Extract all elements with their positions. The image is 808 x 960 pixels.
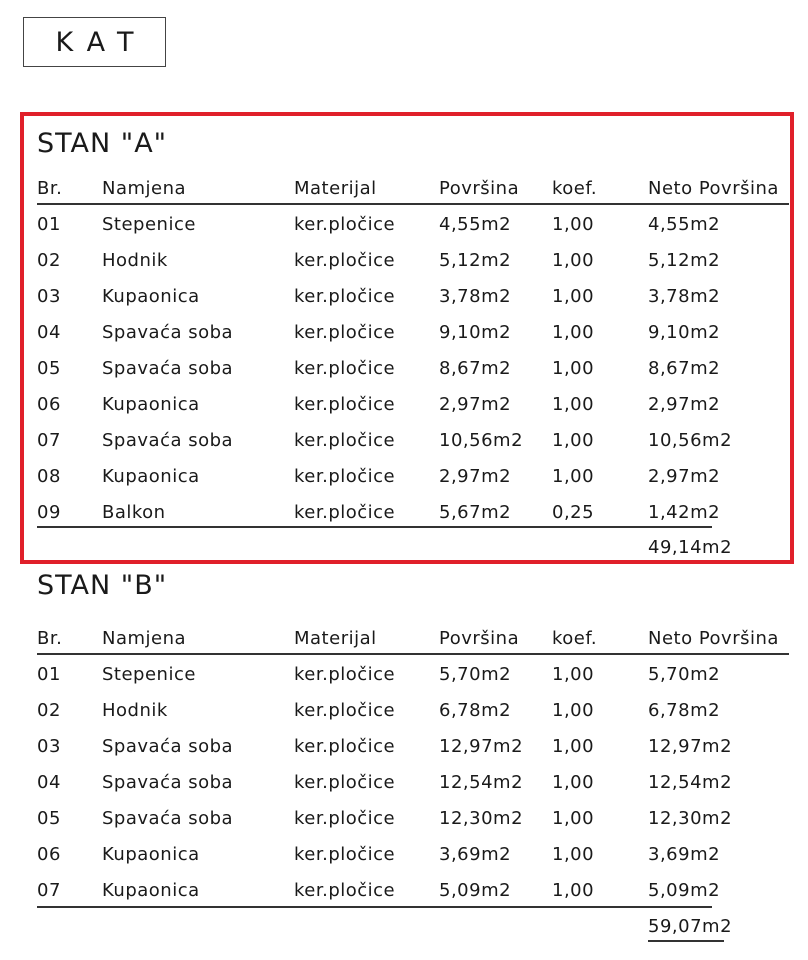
cell-namjena: Kupaonica <box>102 844 200 865</box>
table-row <box>0 358 808 394</box>
stan-a-table-bottom-line <box>37 526 712 528</box>
table-row <box>0 502 808 538</box>
col-br-header: Br. <box>37 628 63 649</box>
col-namjena-header: Namjena <box>102 178 187 199</box>
cell-povrsina: 5,67m2 <box>439 502 512 523</box>
cell-br: 07 <box>37 430 61 451</box>
col-materijal-header: Materijal <box>294 628 377 649</box>
cell-br: 05 <box>37 358 61 379</box>
cell-materijal: ker.pločice <box>294 250 396 271</box>
cell-neto: 2,97m2 <box>648 394 721 415</box>
cell-koef: 1,00 <box>552 250 595 271</box>
cell-koef: 1,00 <box>552 322 595 343</box>
cell-namjena: Spavaća soba <box>102 358 234 379</box>
col-koef-header: koef. <box>552 628 598 649</box>
cell-namjena: Stepenice <box>102 664 196 685</box>
cell-neto: 2,97m2 <box>648 466 721 487</box>
cell-neto: 8,67m2 <box>648 358 721 379</box>
cell-materijal: ker.pločice <box>294 880 396 901</box>
cell-neto: 12,97m2 <box>648 736 733 757</box>
cell-materijal: ker.pločice <box>294 664 396 685</box>
cell-neto: 12,30m2 <box>648 808 733 829</box>
cell-koef: 1,00 <box>552 214 595 235</box>
cell-neto: 1,42m2 <box>648 502 721 523</box>
cell-materijal: ker.pločice <box>294 466 396 487</box>
cell-koef: 1,00 <box>552 394 595 415</box>
cell-koef: 1,00 <box>552 880 595 901</box>
cell-povrsina: 10,56m2 <box>439 430 524 451</box>
cell-namjena: Spavaća soba <box>102 736 234 757</box>
stan-a-total: 49,14m2 <box>648 537 733 558</box>
cell-namjena: Hodnik <box>102 700 168 721</box>
table-row <box>0 772 808 808</box>
cell-br: 03 <box>37 736 61 757</box>
table-row <box>0 664 808 700</box>
cell-namjena: Hodnik <box>102 250 168 271</box>
cell-koef: 1,00 <box>552 664 595 685</box>
cell-materijal: ker.pločice <box>294 844 396 865</box>
cell-br: 02 <box>37 700 61 721</box>
table-row <box>0 394 808 430</box>
stan-b-total: 59,07m2 <box>648 916 733 937</box>
cell-koef: 1,00 <box>552 466 595 487</box>
col-povrsina-header: Površina <box>439 628 520 649</box>
col-neto-header: Neto Površina <box>648 178 779 199</box>
cell-povrsina: 12,97m2 <box>439 736 524 757</box>
cell-materijal: ker.pločice <box>294 430 396 451</box>
cell-namjena: Balkon <box>102 502 166 523</box>
cell-povrsina: 12,30m2 <box>439 808 524 829</box>
cell-koef: 1,00 <box>552 430 595 451</box>
cell-br: 04 <box>37 322 61 343</box>
table-row <box>0 808 808 844</box>
cell-neto: 5,70m2 <box>648 664 721 685</box>
cell-materijal: ker.pločice <box>294 214 396 235</box>
cell-namjena: Kupaonica <box>102 286 200 307</box>
cell-neto: 9,10m2 <box>648 322 721 343</box>
cell-materijal: ker.pločice <box>294 286 396 307</box>
cell-povrsina: 5,70m2 <box>439 664 512 685</box>
cell-br: 09 <box>37 502 61 523</box>
stan-a-title: STAN "A" <box>37 128 168 159</box>
cell-koef: 1,00 <box>552 286 595 307</box>
cell-br: 02 <box>37 250 61 271</box>
cell-neto: 5,12m2 <box>648 250 721 271</box>
table-row <box>0 430 808 466</box>
cell-koef: 1,00 <box>552 844 595 865</box>
cell-povrsina: 3,69m2 <box>439 844 512 865</box>
cell-br: 03 <box>37 286 61 307</box>
cell-materijal: ker.pločice <box>294 808 396 829</box>
cell-br: 01 <box>37 214 61 235</box>
col-povrsina-header: Površina <box>439 178 520 199</box>
table-row <box>0 322 808 358</box>
cell-br: 05 <box>37 808 61 829</box>
table-row <box>0 736 808 772</box>
cell-koef: 0,25 <box>552 502 595 523</box>
cell-povrsina: 6,78m2 <box>439 700 512 721</box>
table-row <box>0 214 808 250</box>
table-row <box>0 880 808 916</box>
stan-a-header-row <box>0 178 808 214</box>
cell-br: 08 <box>37 466 61 487</box>
col-neto-header: Neto Površina <box>648 628 779 649</box>
cell-materijal: ker.pločice <box>294 700 396 721</box>
col-materijal-header: Materijal <box>294 178 377 199</box>
cell-br: 01 <box>37 664 61 685</box>
cell-materijal: ker.pločice <box>294 772 396 793</box>
stan-a-header-underline <box>37 203 789 205</box>
stan-b-header-underline <box>37 653 789 655</box>
cell-neto: 5,09m2 <box>648 880 721 901</box>
cell-br: 06 <box>37 394 61 415</box>
cell-namjena: Kupaonica <box>102 466 200 487</box>
cell-br: 04 <box>37 772 61 793</box>
cell-namjena: Kupaonica <box>102 394 200 415</box>
cell-materijal: ker.pločice <box>294 322 396 343</box>
cell-koef: 1,00 <box>552 700 595 721</box>
col-koef-header: koef. <box>552 178 598 199</box>
cell-namjena: Spavaća soba <box>102 322 234 343</box>
cell-materijal: ker.pločice <box>294 736 396 757</box>
cell-namjena: Kupaonica <box>102 880 200 901</box>
cell-namjena: Spavaća soba <box>102 430 234 451</box>
kat-heading: KAT <box>55 26 148 58</box>
stan-b-total-underline <box>648 940 724 942</box>
table-row <box>0 250 808 286</box>
cell-neto: 6,78m2 <box>648 700 721 721</box>
col-br-header: Br. <box>37 178 63 199</box>
cell-neto: 3,78m2 <box>648 286 721 307</box>
cell-povrsina: 3,78m2 <box>439 286 512 307</box>
cell-neto: 10,56m2 <box>648 430 733 451</box>
cell-povrsina: 2,97m2 <box>439 394 512 415</box>
cell-povrsina: 4,55m2 <box>439 214 512 235</box>
cell-povrsina: 2,97m2 <box>439 466 512 487</box>
cell-povrsina: 5,12m2 <box>439 250 512 271</box>
cell-neto: 12,54m2 <box>648 772 733 793</box>
stan-b-table-bottom-line <box>37 906 712 908</box>
table-row <box>0 700 808 736</box>
kat-heading-box <box>23 17 166 67</box>
cell-br: 07 <box>37 880 61 901</box>
cell-koef: 1,00 <box>552 358 595 379</box>
stan-b-header-row <box>0 628 808 664</box>
cell-namjena: Stepenice <box>102 214 196 235</box>
table-row <box>0 466 808 502</box>
cell-namjena: Spavaća soba <box>102 772 234 793</box>
col-namjena-header: Namjena <box>102 628 187 649</box>
cell-neto: 3,69m2 <box>648 844 721 865</box>
cell-materijal: ker.pločice <box>294 502 396 523</box>
cell-namjena: Spavaća soba <box>102 808 234 829</box>
table-row <box>0 844 808 880</box>
cell-povrsina: 8,67m2 <box>439 358 512 379</box>
cell-povrsina: 9,10m2 <box>439 322 512 343</box>
cell-koef: 1,00 <box>552 808 595 829</box>
cell-povrsina: 5,09m2 <box>439 880 512 901</box>
stan-b-title: STAN "B" <box>37 570 168 601</box>
cell-povrsina: 12,54m2 <box>439 772 524 793</box>
table-row <box>0 286 808 322</box>
cell-neto: 4,55m2 <box>648 214 721 235</box>
cell-br: 06 <box>37 844 61 865</box>
cell-koef: 1,00 <box>552 772 595 793</box>
cell-koef: 1,00 <box>552 736 595 757</box>
cell-materijal: ker.pločice <box>294 358 396 379</box>
cell-materijal: ker.pločice <box>294 394 396 415</box>
